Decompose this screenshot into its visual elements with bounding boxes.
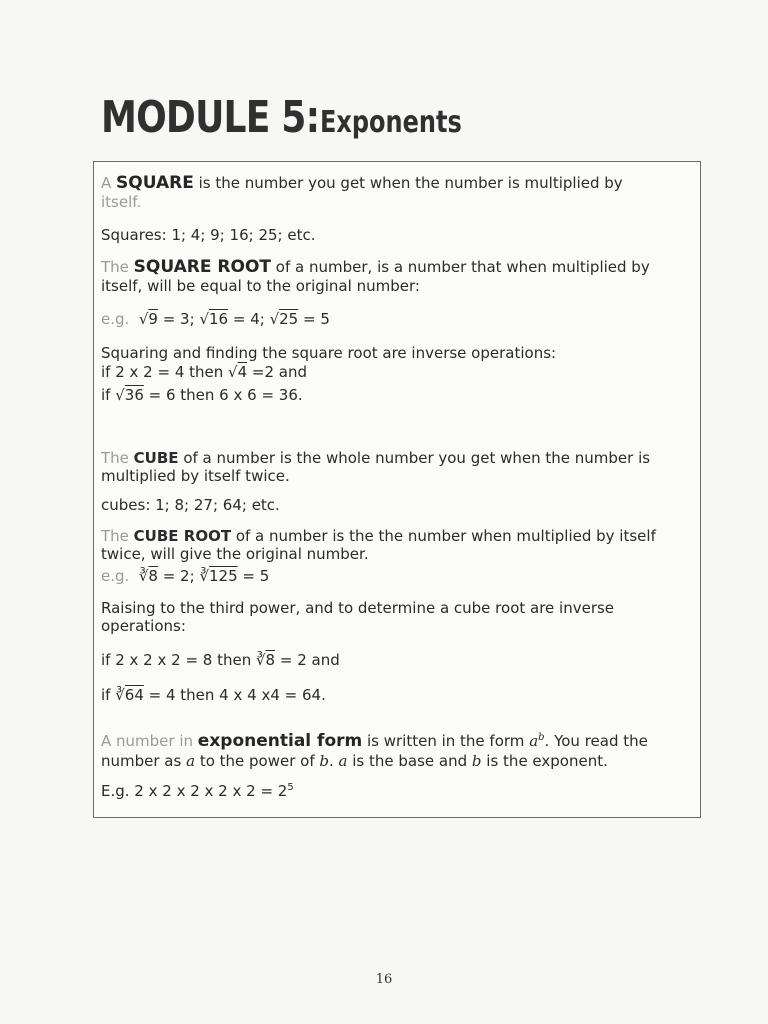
squares-list: Squares: 1; 4; 9; 16; 25; etc.: [101, 226, 316, 244]
cube-inverse-example-2: if ∛64 = 4 then 4 x 4 x4 = 64.: [101, 686, 326, 704]
cube-root-definition: The CUBE ROOT of a number is the the number when multiplied by itself: [101, 527, 656, 545]
term-cube: CUBE: [133, 449, 179, 467]
cube-definition-cont: multiplied by itself twice.: [101, 467, 290, 485]
exponential-form-example: E.g. 2 x 2 x 2 x 2 x $2 = 2^5$: [101, 782, 294, 800]
square-inverse-example-1: if 2 x 2 = 4 then √4 =2 and: [101, 363, 308, 381]
exponential-form-definition: A number in exponential form is written in the form $a^b$. You read the: [101, 731, 648, 751]
term-square-root: SQUARE ROOT: [133, 257, 272, 277]
square-root-definition: The SQUARE ROOT of a number, is a number that when multiplied by: [101, 257, 650, 277]
cube-inverse-statement-cont: operations:: [101, 617, 186, 635]
square-root-example: e.g. √9 = 3; √16 = 4; √25 = 5: [101, 310, 330, 328]
term-square: SQUARE: [116, 173, 194, 193]
cubes-list: cubes: 1; 8; 27; 64; etc.: [101, 496, 280, 514]
cube-definition: The CUBE of a number is the whole number you get when the number is: [101, 449, 651, 467]
term-exponential-form: exponential form: [197, 731, 363, 751]
exponential-form-definition-cont: number as a to the power of b. a is the base and b is the exponent.: [101, 752, 608, 770]
square-definition: A SQUARE is the number you get when the number is multiplied by: [101, 173, 623, 193]
cube-inverse-example-1: if 2 x 2 x 2 = 8 then ∛8 = 2 and: [101, 651, 340, 669]
page-number: 16: [375, 972, 393, 987]
cube-root-definition-cont: twice, will give the original number.: [101, 545, 369, 563]
square-inverse-example-2: if √36 = 6 then 6 x 6 = 36.: [101, 386, 303, 404]
page-title: [101, 92, 497, 143]
term-cube-root: CUBE ROOT: [133, 527, 232, 545]
square-inverse-statement: Squaring and finding the square root are inverse operations:: [101, 344, 557, 362]
module-topic: Exponents: [320, 105, 462, 140]
cube-root-example: e.g. ∛8 = 2; ∛125 = 5: [101, 567, 270, 585]
square-definition-cont: itself.: [101, 193, 142, 211]
square-root-definition-cont: itself, will be equal to the original number:: [101, 277, 420, 295]
cube-inverse-statement: Raising to the third power, and to determine a cube root are inverse: [101, 599, 615, 617]
module-label: MODULE 5:: [101, 92, 320, 143]
